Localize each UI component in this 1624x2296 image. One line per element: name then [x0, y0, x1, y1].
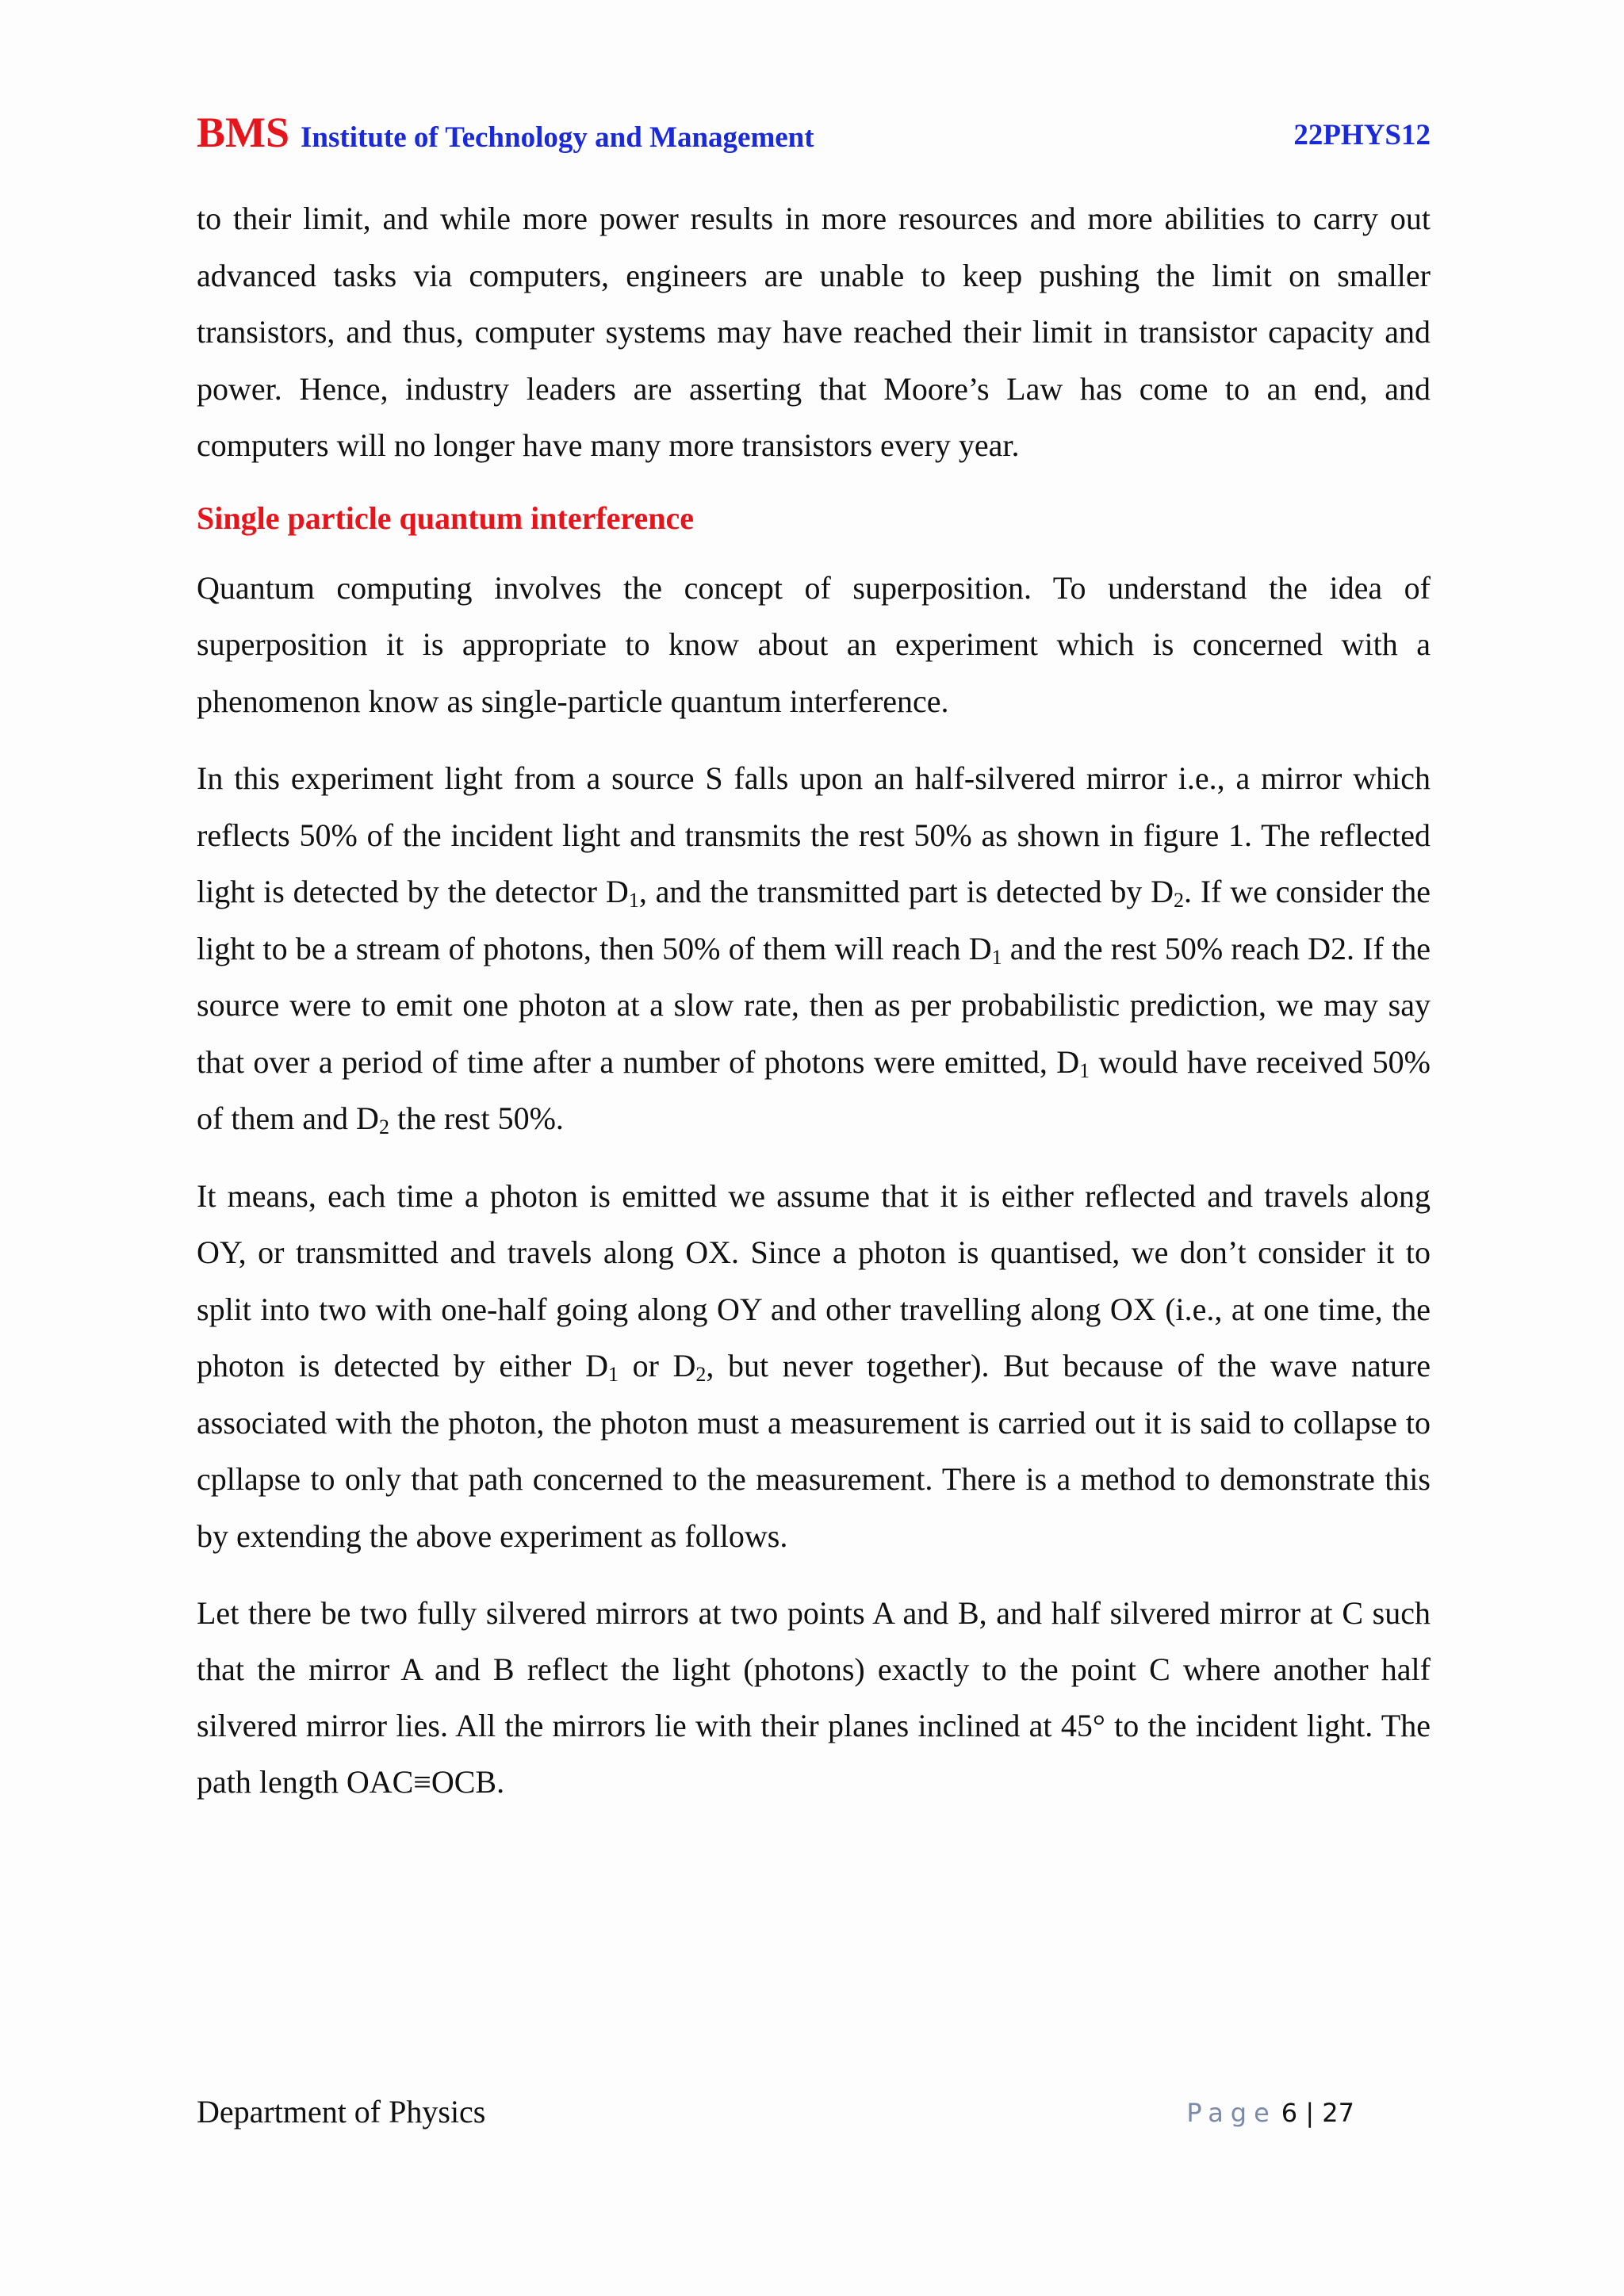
- paragraph-moores-law: to their limit, and while more power results in more resources and more abilities to carry out advanced tasks via computers, engineers are unable to keep pushing the limit on smaller transistors, and thus, computer systems may have reached their limit in transistor capacity and power. Hence, industry leaders are asserting that Moore’s Law has come to an end, and computers will no longer have many more transistors every year.: [197, 201, 1431, 463]
- section-heading: Single particle quantum interference: [197, 499, 694, 536]
- text-run: . If we consider the light to be a stream of photons, then 50% of them will reach D: [197, 874, 1431, 966]
- paragraph-photon-path: [197, 1168, 1431, 1565]
- subscript: 2: [1174, 889, 1185, 912]
- text-run: the rest 50%.: [389, 1100, 564, 1136]
- course-code: 22PHYS12: [1293, 119, 1431, 151]
- subscript: 2: [695, 1363, 707, 1386]
- department-name: Department of Physics: [197, 2094, 486, 2130]
- page-content: [197, 190, 1431, 1831]
- page-total: 27: [1322, 2098, 1354, 2128]
- page-current: 6: [1281, 2098, 1298, 2128]
- paragraph-experiment: [197, 750, 1431, 1147]
- subscript: 1: [628, 889, 639, 912]
- subscript: 1: [1079, 1058, 1090, 1082]
- text-run: , but never together). But because of the wave nature associated with the photon, the photon must a measurement is carried out it is said to collapse to cpllapse to only that path concerned to the measurement. There is a method to demonstrate this by extending the above experiment as follows.: [197, 1348, 1431, 1554]
- page-number: [1186, 2098, 1354, 2128]
- paragraph-superposition: Quantum computing involves the concept of superposition. To understand the idea of superposition it is appropriate to know about an experiment which is concerned with a phenomenon know as single-particle quantum interference.: [197, 569, 1431, 719]
- page-header: [197, 94, 1431, 157]
- subscript: 1: [607, 1363, 619, 1386]
- page-separator: |: [1305, 2098, 1315, 2128]
- text-run: or D: [618, 1348, 696, 1383]
- text-run: In this experiment light from a source S falls upon an half-silvered mirror i.e., a mirror which reflects 50% of the incident light and transmits the rest 50% as shown in figure 1. The reflected light is detected by the detector D: [197, 760, 1431, 909]
- institute-name: Institute of Technology and Management: [301, 121, 814, 154]
- page-label: Page: [1186, 2098, 1277, 2128]
- subscript: 2: [378, 1115, 389, 1138]
- subscript: 1: [991, 945, 1002, 969]
- text-run: would have received 50% of them and D: [197, 1043, 1431, 1136]
- page-footer: [197, 2093, 1354, 2149]
- institute-brand: [197, 108, 814, 157]
- text-run: and the rest 50% reach D2. If the source were to emit one photon at a slow rate, then as per probabilistic prediction, we may say that over a period of time after a number of photons were emitted, D: [197, 930, 1431, 1080]
- paragraph-mirrors: Let there be two fully silvered mirrors at two points A and B, and half silvered mirror at C such that the mirror A and B reflect the light (photons) exactly to the point C where another half silvered mirror lies. All the mirrors lie with their planes inclined at 45° to the incident light. The path length OAC≡OCB.: [197, 1595, 1431, 1800]
- text-run: , and the transmitted part is detected by D: [638, 874, 1174, 909]
- brand-logo-text: BMS: [197, 109, 290, 156]
- text-run: It means, each time a photon is emitted we assume that it is either reflected and travels along OY, or transmitted and travels along OX. Since a photon is quantised, we don’t consider it to split into two with one-half going along OY and other travelling along OX (i.e., at one time, the photon is detected by either D: [197, 1177, 1431, 1383]
